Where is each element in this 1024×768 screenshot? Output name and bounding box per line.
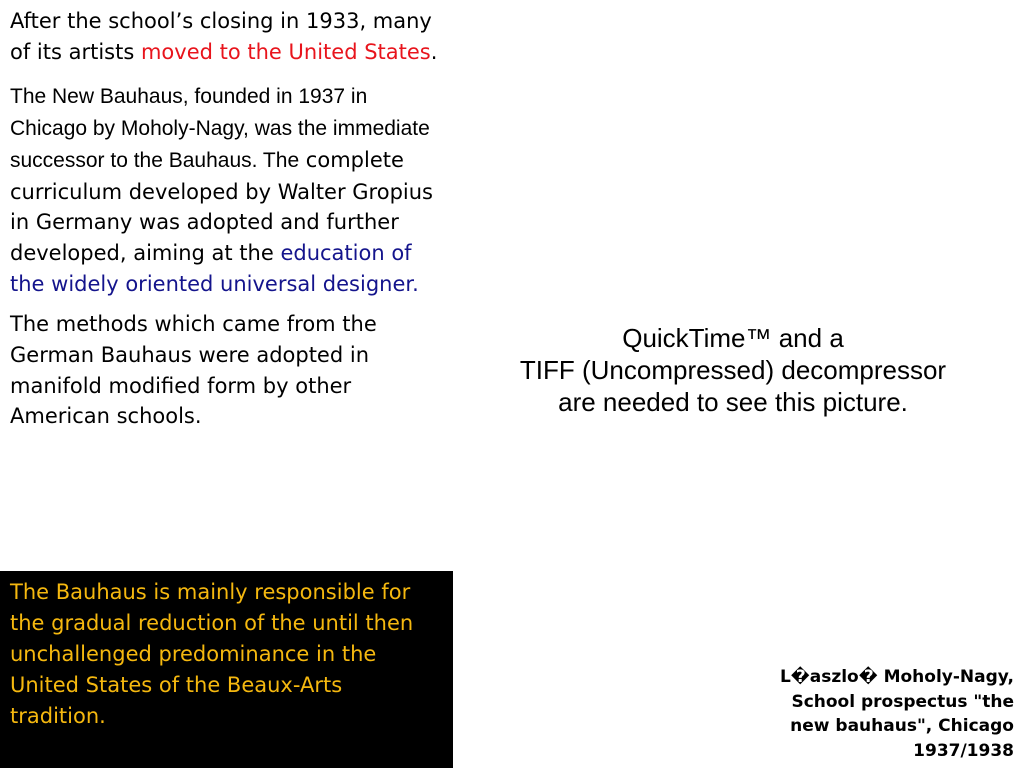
paragraph-new-bauhaus (10, 81, 450, 299)
image-placeholder-line1: QuickTime™ and a (622, 323, 844, 353)
paragraph-new-bauhaus-intro: The New Bauhaus, founded in 1937 in Chicago by Moholy-Nagy, was the immediate successor to the Bauhaus. The (10, 85, 430, 172)
highlight-universal-designer: education of the widely oriented universal designer. (10, 240, 419, 296)
caption-line2: School prospectus "the (791, 691, 1014, 712)
paragraph-closing-period: . (430, 39, 438, 64)
main-text-column (10, 6, 450, 442)
image-placeholder (453, 322, 1013, 418)
paragraph-closing (10, 6, 450, 67)
caption-line1: L�aszlo� Moholy-Nagy, (779, 667, 1014, 687)
caption-line3: new bauhaus", Chicago (790, 716, 1014, 736)
paragraph-new-bauhaus-text: complete curriculum developed by Walter Gropius in Germany was adopted and further developed, aiming at the (10, 147, 433, 265)
image-placeholder-line2: TIFF (Uncompressed) decompressor (519, 355, 947, 385)
summary-box (0, 571, 453, 768)
paragraph-methods: The methods which came from the German Bauhaus were adopted in manifold modified form by other American schools. (10, 312, 377, 429)
caption-line4: 1937/1938 (913, 740, 1014, 761)
image-caption (714, 665, 1014, 763)
paragraph-closing-text: After the school’s closing in 1933, many of its artists (10, 9, 432, 64)
image-placeholder-line3: are needed to see this picture. (558, 387, 908, 417)
summary-box-text: The Bauhaus is mainly responsible for the gradual reduction of the until then unchallenged predominance in the United States of the Beaux-Arts tradition. (10, 580, 414, 728)
highlight-moved-to-us: moved to the United States (140, 39, 431, 64)
